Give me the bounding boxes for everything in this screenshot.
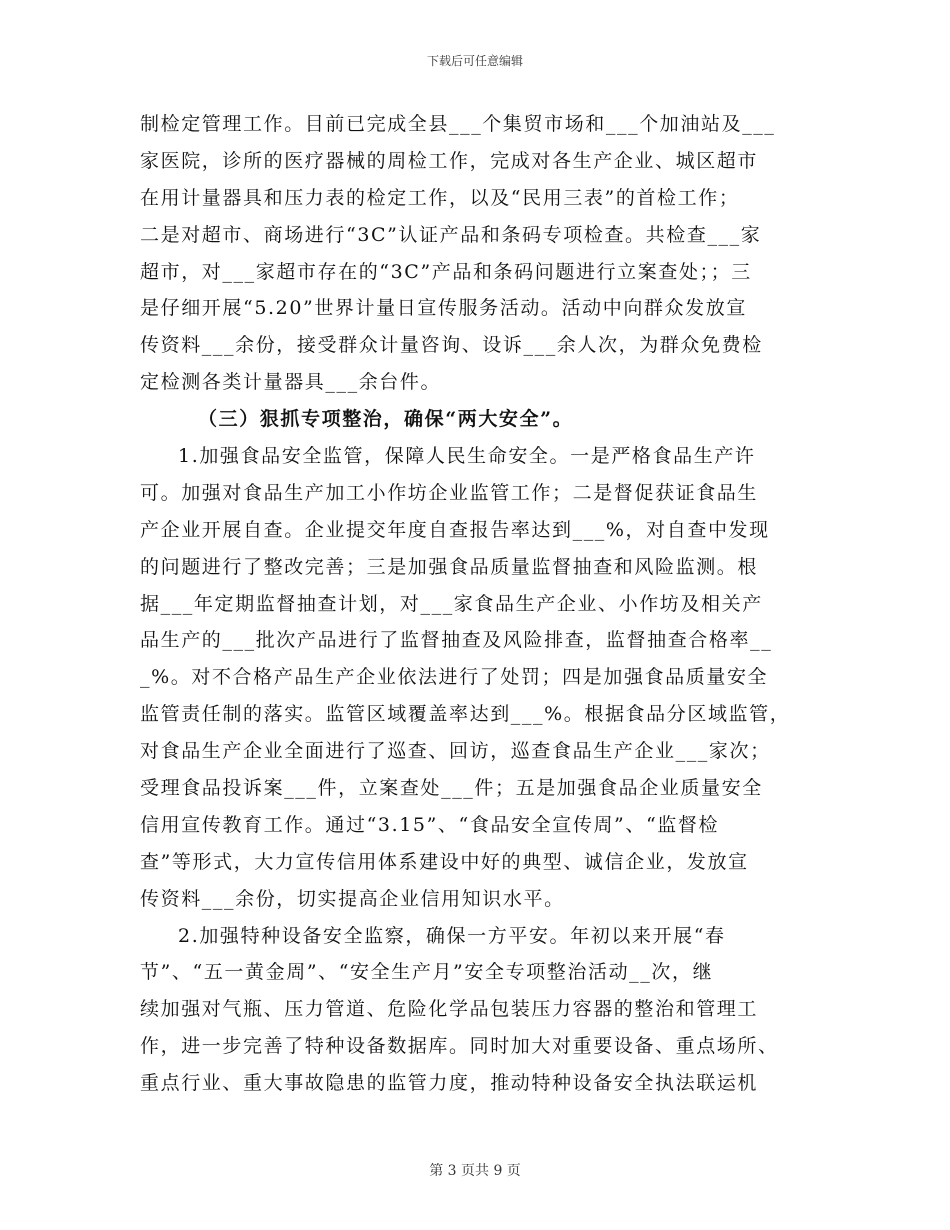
body-line: 对食品生产企业全面进行了巡查、回访，巡查食品生产企业___家次； xyxy=(140,740,771,763)
body-line: 可。加强对食品生产加工小作坊企业监管工作；二是督促获证食品生 xyxy=(140,481,759,504)
body-line: 在用计量器具和压力表的检定工作，以及“民用三表”的首检工作； xyxy=(140,186,740,209)
body-line: 据___年定期监督抽查计划，对___家食品生产企业、小作坊及相关产 xyxy=(140,592,763,615)
page-number: 第 3 页共 9 页 xyxy=(429,1163,521,1179)
body-line: 是仔细开展“5.20”世界计量日宣传服务活动。活动中向群众发放宣 xyxy=(140,297,747,320)
body-line: 制检定管理工作。目前已完成全县___个集贸市场和___个加油站及___ xyxy=(140,113,776,135)
body-line: 重点行业、重大事故隐患的监管力度，推动特种设备安全执法联运机 xyxy=(140,1072,759,1095)
body-line: 监管责任制的落实。监管区域覆盖率达到___%。根据食品分区域监管， xyxy=(140,703,791,726)
paragraph-start-line: 2.加强特种设备安全监察，确保一方平安。年初以来开展“春 xyxy=(178,924,726,947)
page-header-note: 下载后可任意编辑 xyxy=(426,54,523,68)
body-line: _%。对不合格产品生产企业依法进行了处罚；四是加强食品质量安全 xyxy=(140,666,769,689)
section-heading: （三）狠抓专项整治，确保“两大安全”。 xyxy=(198,408,574,431)
body-line: 家医院，诊所的医疗器械的周检工作，完成对各生产企业、城区超市 xyxy=(140,149,759,172)
body-line: 传资料___余份，切实提高企业信用知识水平。 xyxy=(140,887,565,910)
body-line: 受理食品投诉案___件，立案查处___件；五是加强食品企业质量安全 xyxy=(140,777,763,800)
body-line: 的问题进行了整改完善；三是加强食品质量监督抽查和风险监测。根 xyxy=(140,555,759,578)
body-line: 二是对超市、商场进行“3C”认证产品和条码专项检查。共检查___家 xyxy=(140,223,762,246)
body-line: 产企业开展自查。企业提交年度自查报告率达到___%，对自查中发现 xyxy=(140,518,770,541)
body-line: 续加强对气瓶、压力管道、危险化学品包装压力容器的整治和管理工 xyxy=(140,998,759,1021)
body-line: 查”等形式，大力宣传信用体系建设中好的典型、诚信企业，发放宣 xyxy=(140,850,749,873)
body-line: 超市，对___家超市存在的“3C”产品和条码问题进行立案查处；；三 xyxy=(140,260,752,283)
document-body xyxy=(140,106,812,1102)
paragraph-start-line: 1.加强食品安全监管，保障人民生命安全。一是严格食品生产许 xyxy=(178,445,756,468)
body-line: 定检测各类计量器具___余台件。 xyxy=(140,371,442,394)
body-line: 作，进一步完善了特种设备数据库。同时加大对重要设备、重点场所、 xyxy=(140,1035,779,1058)
body-line: 品生产的___批次产品进行了监督抽查及风险排查，监督抽查合格率__ xyxy=(140,629,773,652)
body-line: 信用宣传教育工作。通过“3.15”、“食品安全宣传周”、“监督检 xyxy=(140,813,720,836)
body-line: 节”、“五一黄金周”、“安全生产月”安全专项整治活动__次，继 xyxy=(140,961,714,984)
body-line: 传资料___余份，接受群众计量咨询、设诉___余人次，为群众免费检 xyxy=(140,334,763,357)
